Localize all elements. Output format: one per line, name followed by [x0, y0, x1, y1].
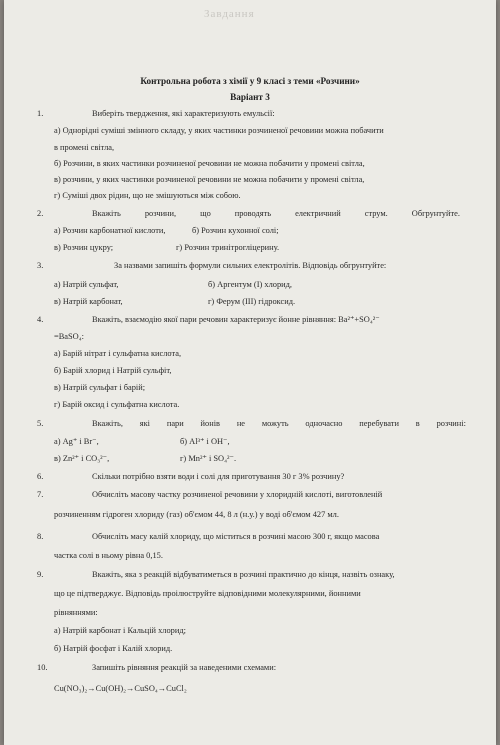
question-number: 6.	[37, 472, 44, 481]
question-text-cont: розчиненням гідроген хлориду (газ) об'ємом 44, 8 л (н.у.) у воді об'ємом 427 мл.	[54, 510, 339, 519]
bleed-through-text: Завдання	[204, 8, 255, 20]
question-number: 4.	[37, 315, 44, 324]
question-text	[92, 208, 460, 219]
word: Вкажіть	[92, 209, 121, 218]
option-c: в) Zn²⁺ і CO₃²⁻,	[54, 454, 110, 463]
option-b: б) Розчин кухонної солі;	[192, 226, 279, 235]
question-number: 2.	[37, 209, 44, 218]
question-text	[92, 418, 466, 429]
option-d: г) Суміші двох рідин, що не змішуються між собою.	[54, 191, 241, 200]
option-c: в) Розчин цукру;	[54, 243, 114, 252]
question-text: Обчисліть масову частку розчиненої речовини у хлоридній кислоті, виготовленій	[92, 490, 383, 499]
question-text: За назвами запишіть формули сильних електролітів. Відповідь обгрунтуйте:	[114, 261, 387, 270]
page-title: Контрольна робота з хімії у 9 класі з теми «Розчини»	[140, 76, 360, 86]
option-b: б) Натрій фосфат і Калій хлорид.	[54, 644, 173, 653]
option-a: а) Розчин карбонатної кислоти,	[54, 226, 166, 235]
question-text: Вкажіть, взаємодію якої пари речовин характеризує йонне рівняння: Ba²⁺+SO₄²⁻	[92, 315, 380, 324]
option-b: б) Аргентум (І) хлорид,	[208, 280, 292, 289]
option-d: г) Ферум (ІІІ) гідроксид.	[208, 297, 296, 306]
option-d: г) Розчин тринітрогліцерину.	[176, 243, 280, 252]
option-a: а) Натрій сульфат,	[54, 280, 119, 289]
question-number: 1.	[37, 109, 44, 118]
question-text: Запишіть рівняння реакцій за наведеними схемами:	[92, 663, 277, 672]
word: розчині:	[436, 419, 466, 428]
variant-label: Варіант 3	[230, 92, 270, 102]
word: Вкажіть,	[92, 419, 123, 428]
word: струм.	[364, 209, 388, 218]
option-d: г) Барій оксид і сульфатна кислота.	[54, 400, 180, 409]
question-number: 8.	[37, 532, 44, 541]
option-a-cont: в промені світла,	[54, 143, 115, 152]
word: які	[139, 419, 151, 428]
question-text: Обчисліть масу калій хлориду, що міститься в розчині масою 300 г, якщо масова	[92, 532, 380, 541]
question-number: 10.	[37, 663, 48, 672]
word: розчини,	[144, 209, 177, 218]
question-text-cont: =BaSO₄:	[54, 332, 84, 341]
word: можуть	[261, 419, 289, 428]
question-text: Вкажіть, яка з реакцій відбуватиметься в розчині практично до кінця, назвіть ознаку,	[92, 570, 395, 579]
question-number: 7.	[37, 490, 44, 499]
option-d: г) Mn²⁺ і SO₄²⁻.	[180, 454, 237, 463]
question-text: Скільки потрібно взяти води і солі для приготування 30 г 3% розчину?	[92, 472, 345, 481]
word: йонів	[200, 419, 220, 428]
question-text-cont: частка солі в ньому рівна 0,15.	[54, 551, 163, 560]
option-a: а) Натрій карбонат і Кальцій хлорид;	[54, 626, 186, 635]
word: не	[236, 419, 246, 428]
option-b: б) Al³⁺ і OH⁻,	[180, 437, 230, 446]
question-text-cont: рівняннями:	[54, 608, 98, 617]
question-text-cont: що це підтверджує. Відповідь проілюструйте відповідними молекулярними, йонними	[54, 589, 361, 598]
option-c: в) Натрій карбонат,	[54, 297, 123, 306]
word: проводять	[234, 209, 272, 218]
option-a: а) Барій нітрат і сульфатна кислота,	[54, 349, 182, 358]
question-number: 9.	[37, 570, 44, 579]
reaction-scheme: Cu(NO₃)₂→Cu(OH)₂→CuSO₄→CuCl₂	[54, 684, 187, 693]
word: електричний	[295, 209, 341, 218]
option-a: а) Однорідні суміші змінного складу, у яких частинки розчиненої речовини можна побачити	[54, 126, 384, 135]
option-b: б) Барій хлорид і Натрій сульфіт,	[54, 366, 172, 375]
word: одночасно	[305, 419, 343, 428]
word: Обгрунтуйте.	[411, 209, 460, 218]
question-number: 5.	[37, 419, 44, 428]
option-b: б) Розчини, в яких частинки розчиненої речовини не можна побачити у промені світла,	[54, 159, 365, 168]
option-c: в) розчини, у яких частинки розчиненої речовини не можна побачити у промені світла,	[54, 175, 365, 184]
word: пари	[166, 419, 184, 428]
option-c: в) Натрій сульфат і барій;	[54, 383, 146, 392]
option-a: а) Ag⁺ і Br⁻,	[54, 437, 99, 446]
question-number: 3.	[37, 261, 44, 270]
question-text: Виберіть твердження, які характеризують емульсії:	[92, 109, 275, 118]
worksheet-page	[4, 0, 496, 745]
word: перебувати	[359, 419, 399, 428]
word: що	[200, 209, 211, 218]
word: в	[415, 419, 420, 428]
